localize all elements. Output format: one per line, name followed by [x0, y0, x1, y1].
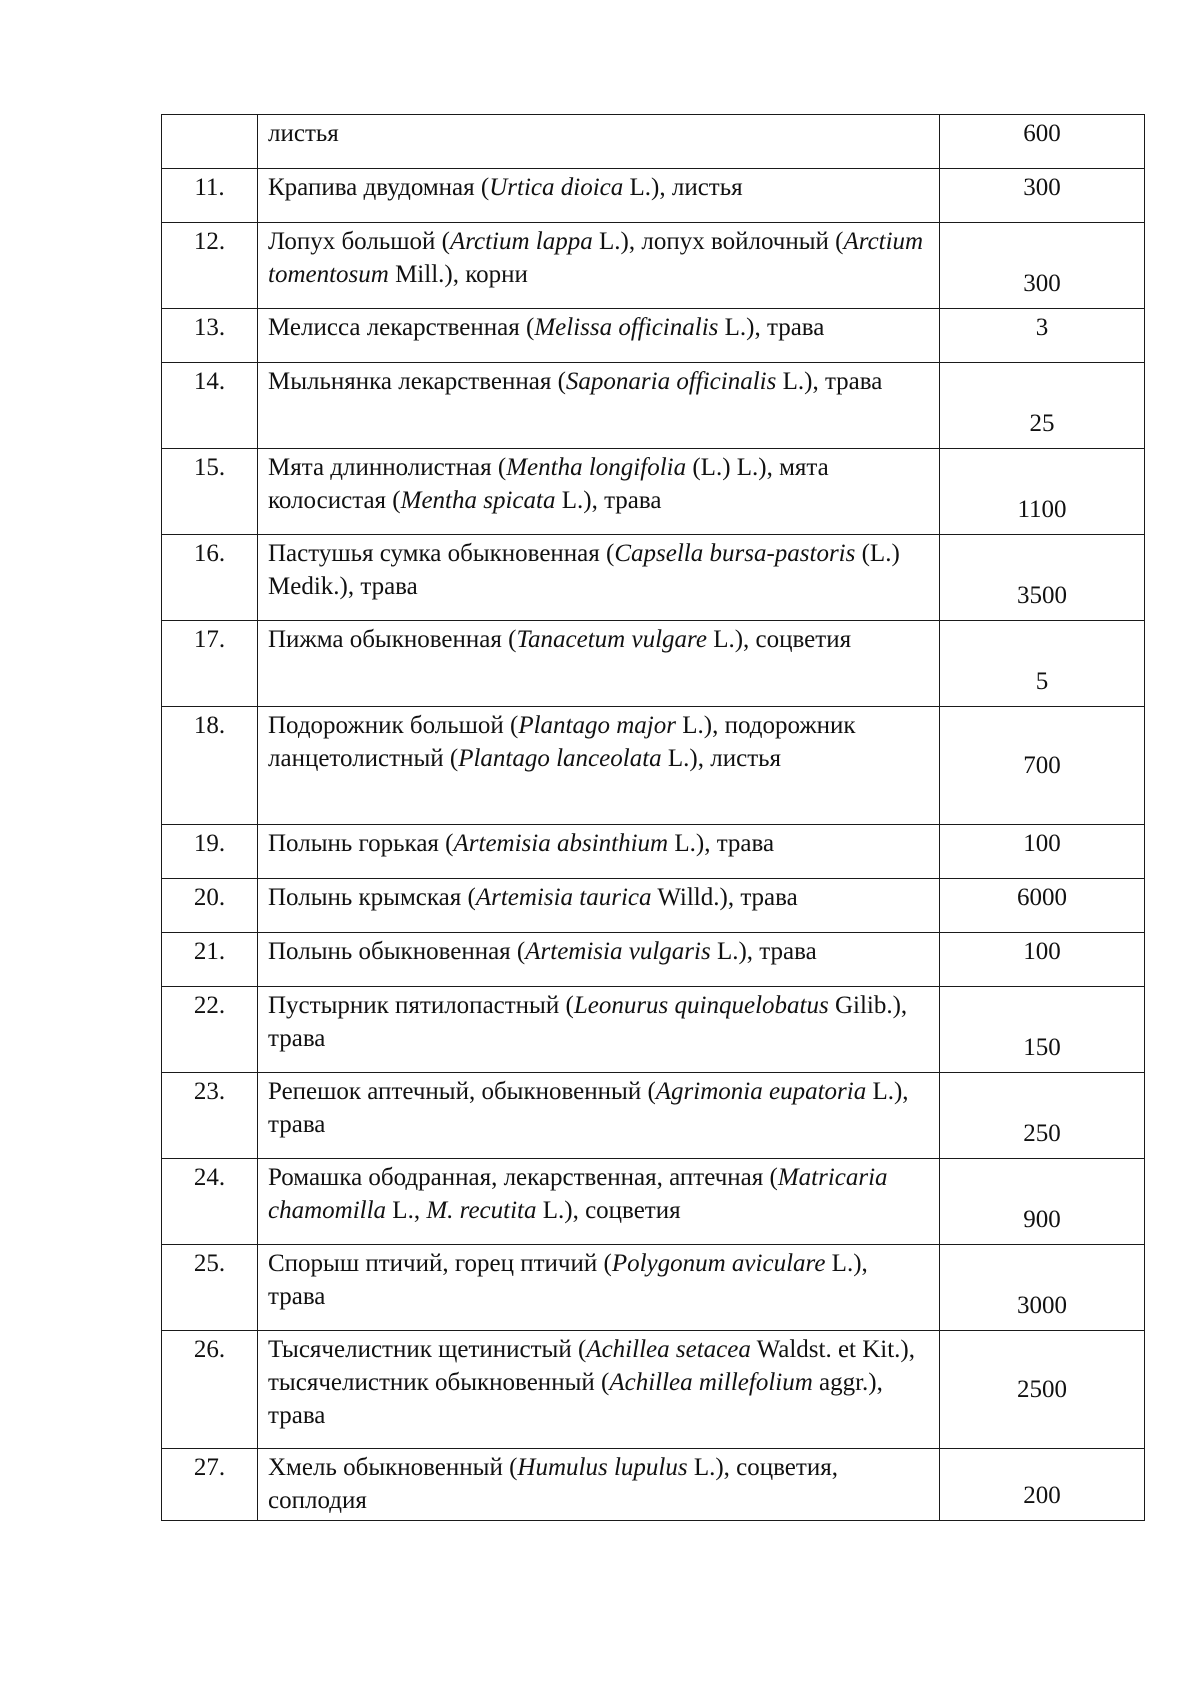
quantity-value: 3000 [940, 1245, 1145, 1331]
plant-name [258, 1245, 940, 1331]
quantity-value: 1100 [940, 449, 1145, 535]
name-text: L.), трава [718, 314, 825, 341]
name-text: Пижма обыкновенная ( [268, 626, 517, 653]
plant-name [258, 879, 940, 933]
latin-name: Achillea millefolium [609, 1369, 813, 1396]
row-number: 16. [162, 535, 258, 621]
table-row [162, 363, 1145, 449]
latin-name: Polygonum aviculare [611, 1250, 826, 1277]
name-text: L.), трава [710, 938, 817, 965]
quantity-value: 600 [940, 115, 1145, 169]
name-text: Полынь горькая ( [268, 830, 454, 857]
quantity-value: 700 [940, 707, 1145, 825]
row-number: 17. [162, 621, 258, 707]
latin-name: Saponaria officinalis [565, 368, 777, 395]
latin-name: Melissa officinalis [534, 314, 719, 341]
table-row [162, 1073, 1145, 1159]
name-text: (L.) L.), мята колосистая ( [268, 454, 829, 514]
row-number: 14. [162, 363, 258, 449]
plants-table [161, 114, 1145, 1521]
table-row [162, 223, 1145, 309]
row-number: 15. [162, 449, 258, 535]
name-text: Пастушья сумка обыкновенная ( [268, 540, 615, 567]
latin-name: M. recutita [426, 1197, 537, 1224]
quantity-value: 100 [940, 825, 1145, 879]
name-text: L.), подорожник ланцетолистный ( [268, 712, 856, 772]
name-text: Крапива двудомная ( [268, 174, 490, 201]
row-number: 22. [162, 987, 258, 1073]
row-number: 21. [162, 933, 258, 987]
name-text: Хмель обыкновенный ( [268, 1454, 518, 1481]
name-text: Тысячелистник щетинистый ( [268, 1336, 587, 1363]
latin-name: Mentha longifolia [506, 454, 687, 481]
plant-name [258, 309, 940, 363]
plant-name [258, 825, 940, 879]
latin-name: Plantago major [518, 712, 676, 739]
name-text: L.), лопух войлочный ( [592, 228, 844, 255]
name-text: Мелисса лекарственная ( [268, 314, 535, 341]
quantity-value: 6000 [940, 879, 1145, 933]
name-text: Gilib.), трава [268, 992, 908, 1052]
quantity-value: 900 [940, 1159, 1145, 1245]
table-row [162, 1159, 1145, 1245]
name-text: L., [386, 1197, 427, 1224]
name-text: листья [268, 120, 339, 147]
name-text: Mill.), корни [388, 261, 528, 288]
latin-name: Tanacetum vulgare [516, 626, 707, 653]
name-text: L.), соцветия [536, 1197, 681, 1224]
latin-name: Arctium tomentosum [268, 228, 924, 288]
table-row [162, 1245, 1145, 1331]
plant-name [258, 363, 940, 449]
name-text: aggr.), трава [268, 1369, 883, 1429]
name-text: L.), трава [776, 368, 883, 395]
latin-name: Urtica dioica [489, 174, 624, 201]
row-number [162, 115, 258, 169]
plant-name [258, 987, 940, 1073]
row-number: 11. [162, 169, 258, 223]
name-text: Мыльнянка лекарственная ( [268, 368, 566, 395]
plants-table-body [162, 115, 1145, 1521]
plant-name [258, 449, 940, 535]
table-row [162, 1449, 1145, 1521]
table-row [162, 621, 1145, 707]
plant-name [258, 223, 940, 309]
quantity-value: 25 [940, 363, 1145, 449]
latin-name: Arctium lappa [449, 228, 593, 255]
name-text: Мята длиннолистная ( [268, 454, 507, 481]
quantity-value: 2500 [940, 1331, 1145, 1449]
name-text: L.), соцветия, соплодия [268, 1454, 838, 1514]
quantity-value: 3 [940, 309, 1145, 363]
quantity-value: 300 [940, 223, 1145, 309]
table-row [162, 449, 1145, 535]
plant-name [258, 621, 940, 707]
name-text: L.), трава [268, 1078, 909, 1138]
plant-name [258, 115, 940, 169]
row-number: 25. [162, 1245, 258, 1331]
latin-name: Artemisia taurica [475, 884, 652, 911]
latin-name: Capsella bursa-pastoris [614, 540, 856, 567]
quantity-value: 150 [940, 987, 1145, 1073]
plant-name [258, 1073, 940, 1159]
name-text: Лопух большой ( [268, 228, 450, 255]
plant-name [258, 1159, 940, 1245]
table-row [162, 309, 1145, 363]
name-text: Полынь обыкновенная ( [268, 938, 526, 965]
name-text: Waldst. et Kit.), тысячелистник обыкновенный ( [268, 1336, 916, 1396]
table-row [162, 707, 1145, 825]
table-row [162, 933, 1145, 987]
name-text: L.), листья [623, 174, 743, 201]
table-row [162, 879, 1145, 933]
latin-name: Artemisia vulgaris [525, 938, 711, 965]
table-row [162, 115, 1145, 169]
name-text: Полынь крымская ( [268, 884, 476, 911]
plant-name [258, 169, 940, 223]
row-number: 26. [162, 1331, 258, 1449]
latin-name: Leonurus quinquelobatus [573, 992, 829, 1019]
row-number: 24. [162, 1159, 258, 1245]
name-text: L.), трава [668, 830, 775, 857]
latin-name: Mentha spicata [400, 487, 556, 514]
name-text: (L.) Medik.), трава [268, 540, 900, 600]
row-number: 20. [162, 879, 258, 933]
table-row [162, 987, 1145, 1073]
name-text: Подорожник большой ( [268, 712, 519, 739]
plant-name [258, 933, 940, 987]
table-row [162, 825, 1145, 879]
quantity-value: 100 [940, 933, 1145, 987]
table-row [162, 535, 1145, 621]
name-text: Репешок аптечный, обыкновенный ( [268, 1078, 656, 1105]
quantity-value: 5 [940, 621, 1145, 707]
quantity-value: 250 [940, 1073, 1145, 1159]
plant-name [258, 535, 940, 621]
name-text: Спорыш птичий, горец птичий ( [268, 1250, 612, 1277]
row-number: 13. [162, 309, 258, 363]
quantity-value: 3500 [940, 535, 1145, 621]
table-row [162, 1331, 1145, 1449]
latin-name: Achillea setacea [586, 1336, 751, 1363]
row-number: 18. [162, 707, 258, 825]
table-row [162, 169, 1145, 223]
plant-name [258, 707, 940, 825]
latin-name: Matricaria chamomilla [268, 1164, 888, 1224]
name-text: L.), трава [268, 1250, 868, 1310]
plant-name [258, 1449, 940, 1521]
latin-name: Agrimonia eupatoria [655, 1078, 867, 1105]
latin-name: Artemisia absinthium [453, 830, 669, 857]
latin-name: Plantago lanceolata [458, 745, 662, 772]
quantity-value: 300 [940, 169, 1145, 223]
name-text: L.), соцветия [706, 626, 852, 653]
name-text: Willd.), трава [651, 884, 798, 911]
plant-name [258, 1331, 940, 1449]
name-text: Пустырник пятилопастный ( [268, 992, 574, 1019]
name-text: L.), трава [555, 487, 662, 514]
row-number: 27. [162, 1449, 258, 1521]
quantity-value: 200 [940, 1449, 1145, 1521]
name-text: Ромашка ободранная, лекарственная, аптечная ( [268, 1164, 778, 1191]
row-number: 19. [162, 825, 258, 879]
latin-name: Humulus lupulus [517, 1454, 688, 1481]
name-text: L.), листья [661, 745, 782, 772]
row-number: 23. [162, 1073, 258, 1159]
row-number: 12. [162, 223, 258, 309]
